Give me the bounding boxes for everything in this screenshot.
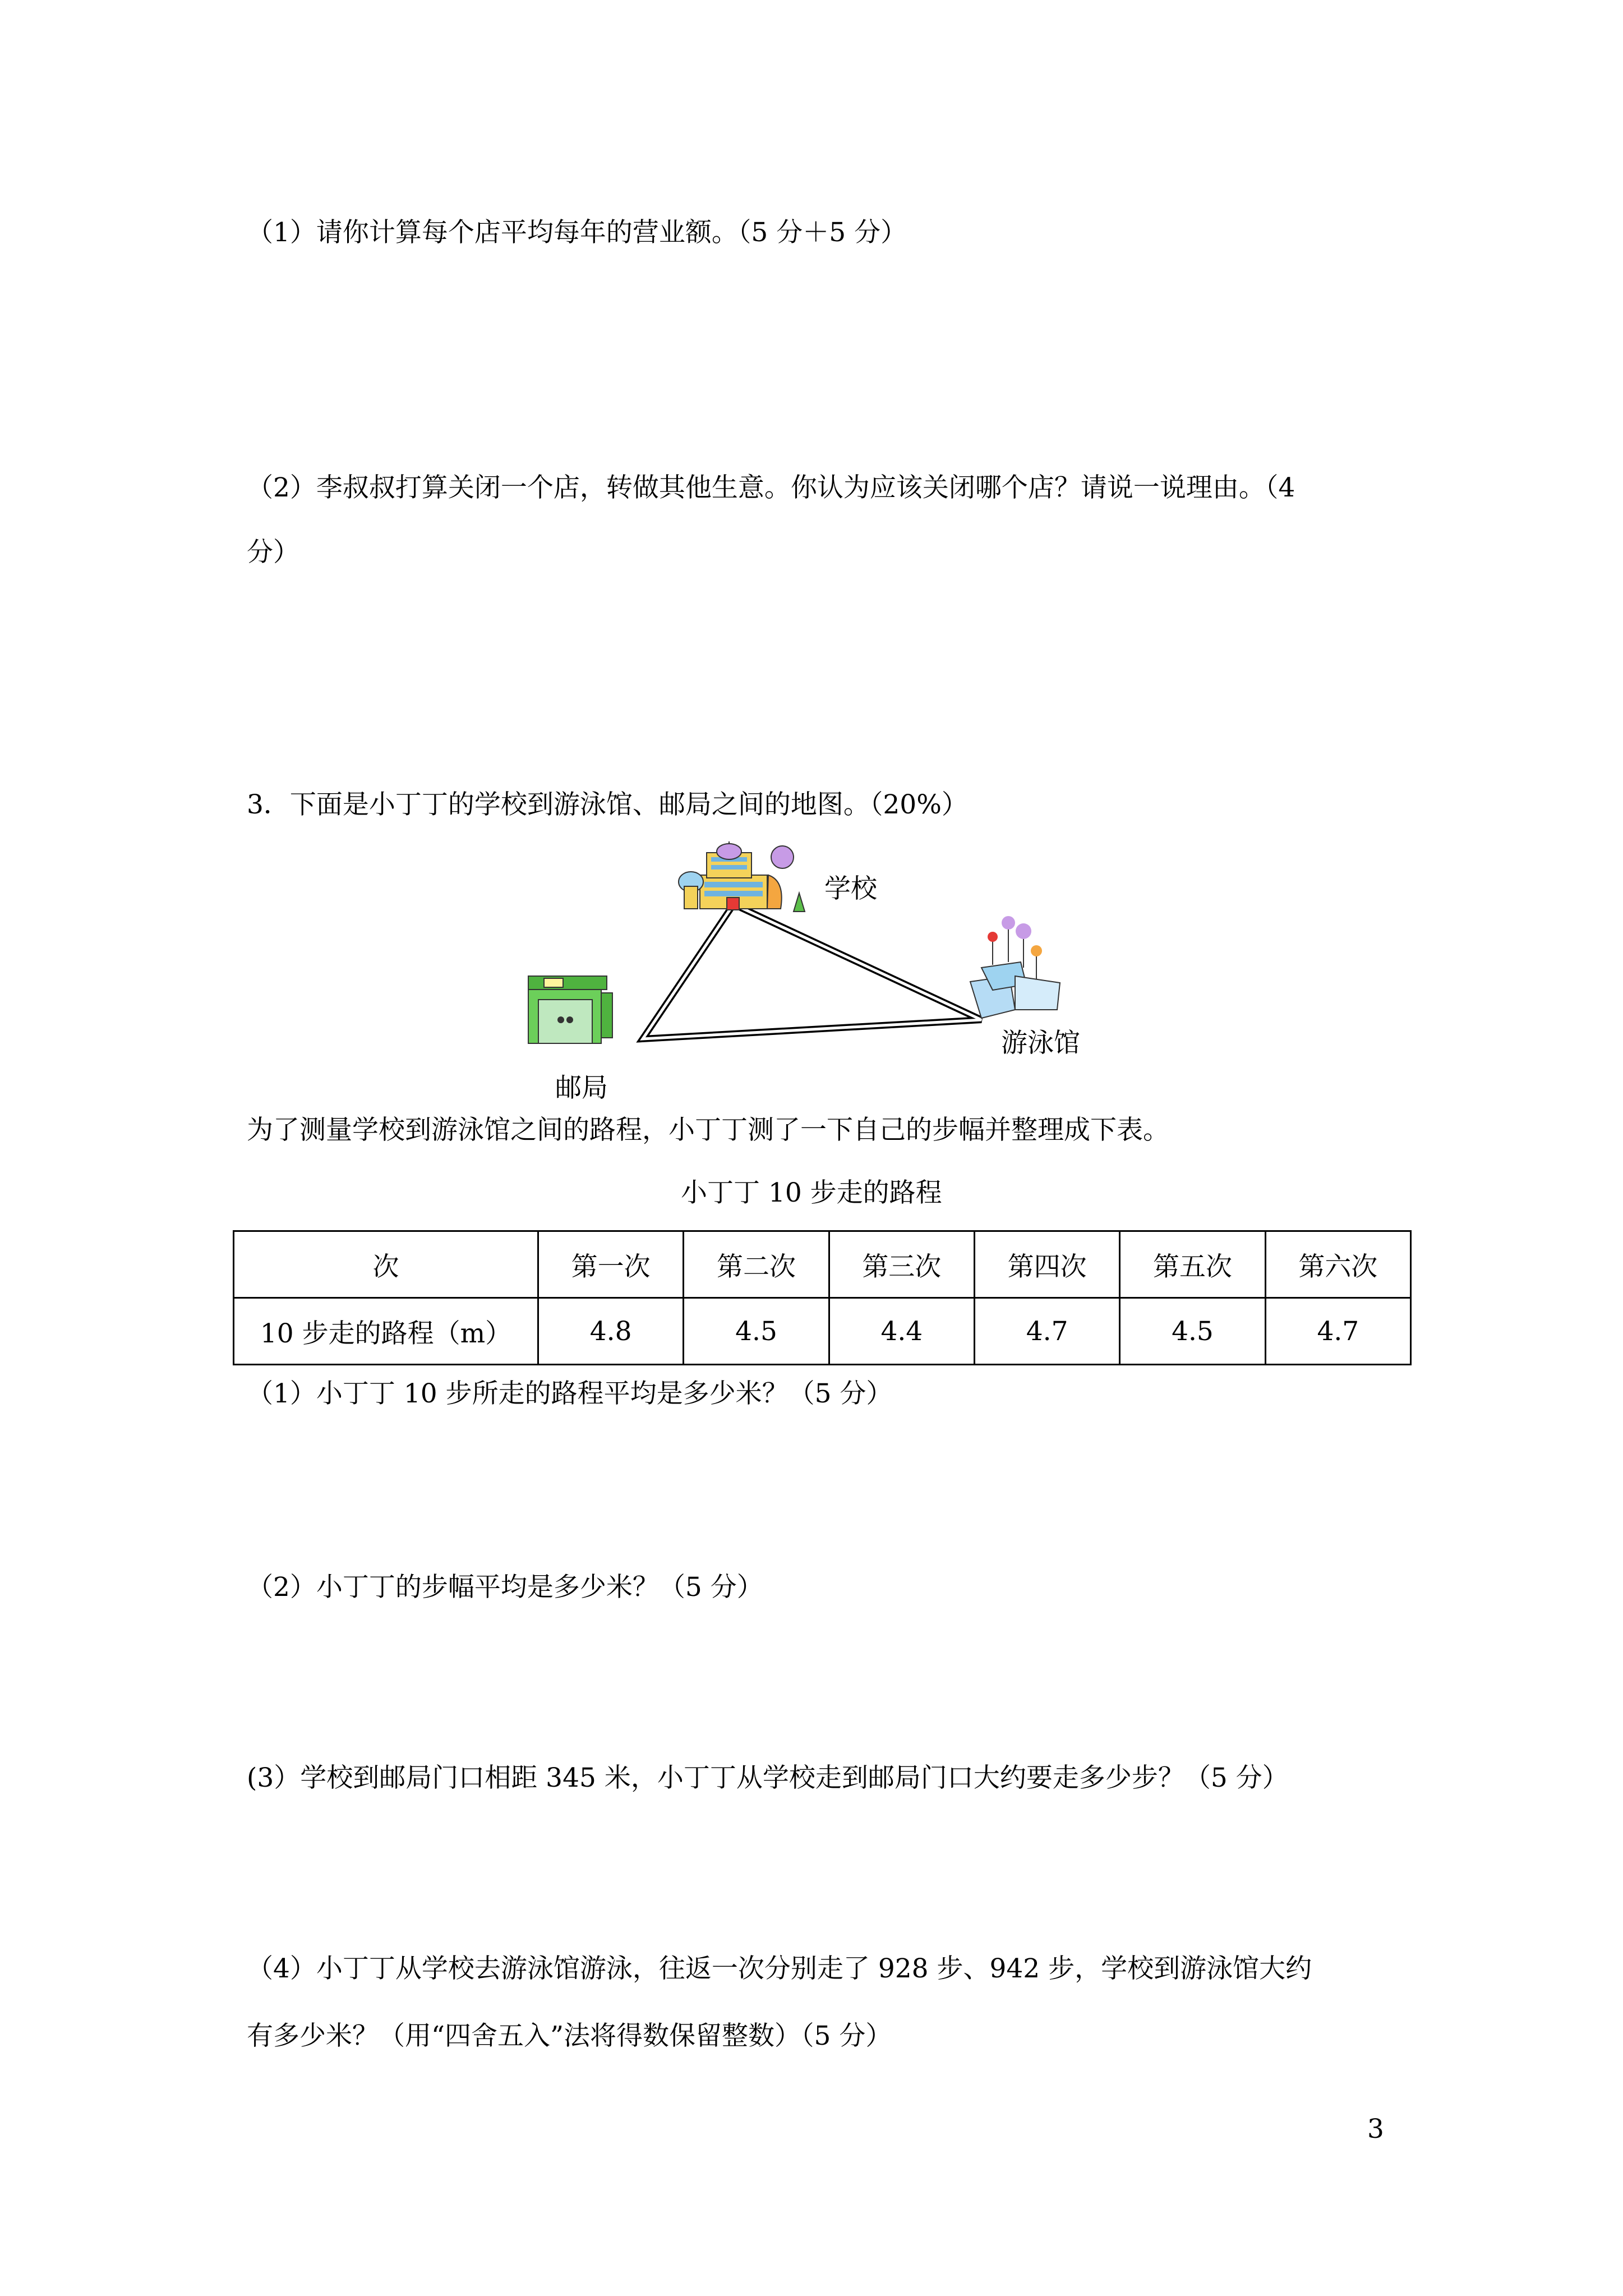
post-office-icon xyxy=(528,976,612,1043)
question-3-sub-3: (3）学校到邮局门口相距 345 米，小丁丁从学校走到邮局门口大约要走多少步？（5 分） xyxy=(247,1763,1289,1793)
table-row-label: 10 步走的路程（m） xyxy=(234,1298,538,1365)
pool-label: 游泳馆 xyxy=(1001,1028,1080,1059)
table-row xyxy=(234,1298,1411,1365)
table-header-row xyxy=(234,1231,1411,1298)
table-cell: 4.7 xyxy=(1265,1298,1410,1365)
post-office-label: 邮局 xyxy=(555,1073,608,1103)
table-cell: 4.8 xyxy=(538,1298,684,1365)
table-cell: 4.5 xyxy=(684,1298,829,1365)
table-header-cell: 第三次 xyxy=(829,1231,974,1298)
question-3-intro: 为了测量学校到游泳馆之间的路程，小丁丁测了一下自己的步幅并整理成下表。 xyxy=(247,1115,1169,1145)
table-caption: 小丁丁 10 步走的路程 xyxy=(681,1177,942,1208)
table-header-cell: 第五次 xyxy=(1120,1231,1265,1298)
question-3-title: 3．下面是小丁丁的学校到游泳馆、邮局之间的地图。（20%） xyxy=(247,789,968,820)
question-3-sub-4-line-1: （4）小丁丁从学校去游泳馆游泳，往返一次分别走了 928 步、942 步，学校到游泳馆大约 xyxy=(247,1953,1312,1984)
question-3-sub-2: （2）小丁丁的步幅平均是多少米？（5 分） xyxy=(247,1572,763,1603)
table-cell: 4.5 xyxy=(1120,1298,1265,1365)
swimming-pool-icon xyxy=(970,916,1060,1018)
step-distance-table xyxy=(233,1230,1412,1365)
table-header-cell: 第四次 xyxy=(974,1231,1119,1298)
question-3-sub-1: （1）小丁丁 10 步所走的路程平均是多少米？（5 分） xyxy=(247,1378,893,1409)
page-number: 3 xyxy=(1367,2114,1384,2145)
road-lines xyxy=(643,904,981,1039)
table-header-cell: 第一次 xyxy=(538,1231,684,1298)
route-map xyxy=(522,841,1127,1122)
question-2-part-2-line-2: 分） xyxy=(247,537,299,568)
table-cell: 4.4 xyxy=(829,1298,974,1365)
table-header-label: 次 xyxy=(234,1231,538,1298)
question-2-part-2-line-1: （2）李叔叔打算关闭一个店，转做其他生意。你认为应该关闭哪个店？请说一说理由。（4 xyxy=(247,472,1295,503)
school-building-icon xyxy=(679,841,805,912)
question-3-sub-4-line-2: 有多少米？（用“四舍五入”法将得数保留整数）（5 分） xyxy=(247,2021,892,2051)
table-header-cell: 第二次 xyxy=(684,1231,829,1298)
table-cell: 4.7 xyxy=(974,1298,1119,1365)
question-2-part-1: （1）请你计算每个店平均每年的营业额。（5 分＋5 分） xyxy=(247,217,907,248)
table-header-cell: 第六次 xyxy=(1265,1231,1410,1298)
school-label: 学校 xyxy=(824,873,877,904)
